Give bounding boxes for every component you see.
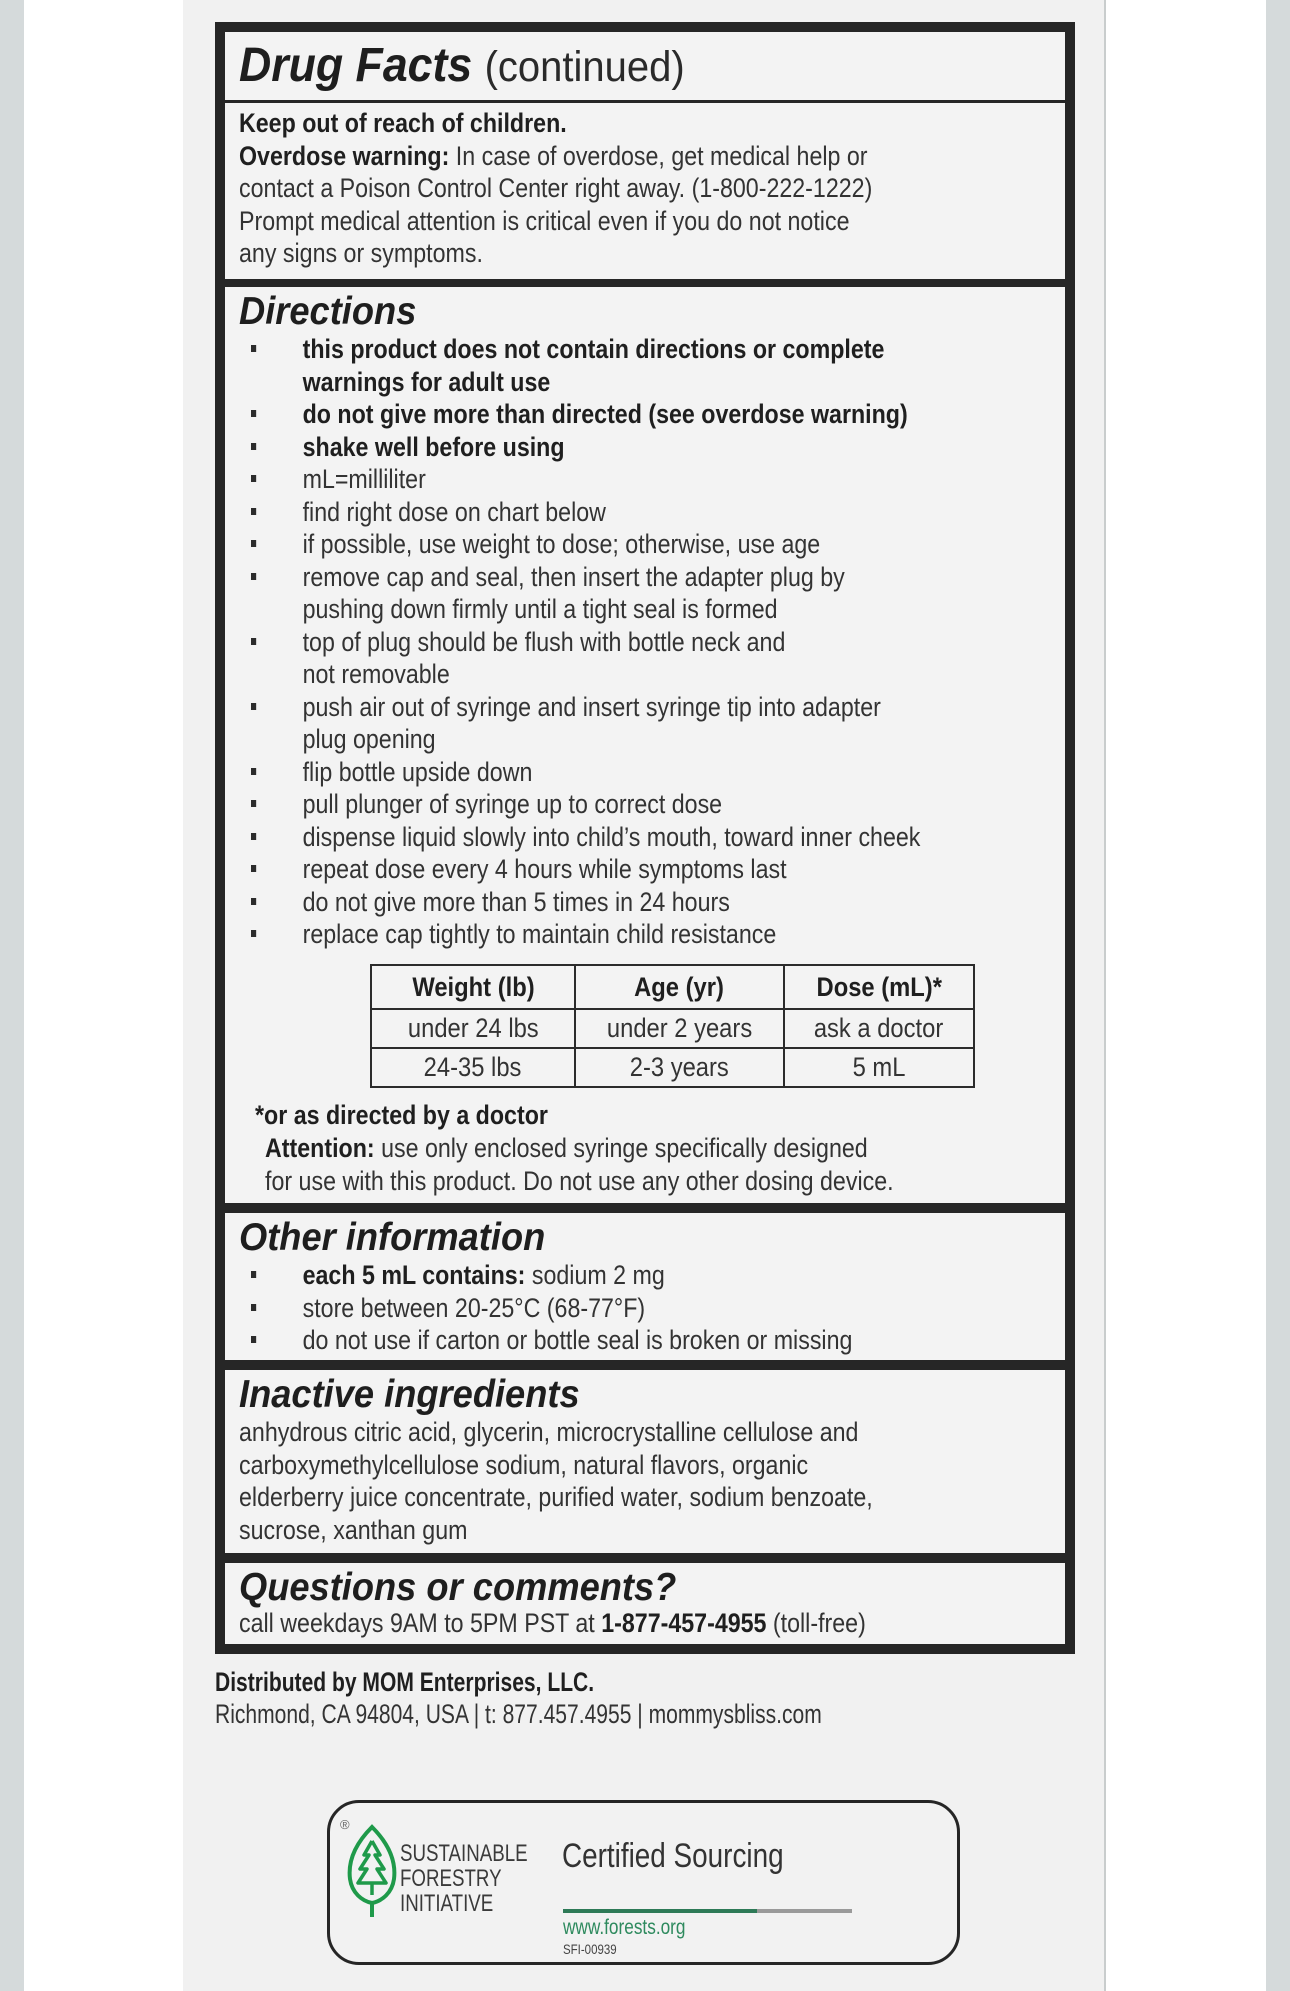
bullet-icon — [251, 833, 256, 840]
list-item — [251, 886, 920, 919]
title-bold: Drug Facts — [239, 39, 473, 92]
column-header-age — [575, 965, 784, 1009]
list-item — [251, 398, 920, 431]
bullet-icon — [251, 573, 256, 580]
item-text: sodium 2 mg — [525, 1260, 665, 1290]
right-margin-strip — [1266, 0, 1290, 1991]
item-line: warnings for adult use — [302, 366, 551, 397]
item-line: do not give more than 5 times in 24 hours — [302, 886, 730, 917]
ingredients-line: elderberry juice concentrate, purified water, sodium benzoate, — [239, 1482, 873, 1512]
cell-text: 24-35 lbs — [424, 1052, 522, 1082]
list-item — [251, 333, 920, 398]
list-item — [251, 1259, 852, 1292]
item-line: pull plunger of syringe up to correct dose — [302, 789, 723, 819]
overdose-label: Overdose warning: — [239, 140, 450, 171]
inactive-ingredients-section — [225, 1370, 1065, 1553]
overdose-warning — [239, 140, 872, 173]
attention-note — [265, 1132, 894, 1197]
drug-facts-box — [215, 22, 1075, 1654]
bullet-icon — [251, 508, 256, 515]
bullet-icon — [251, 865, 256, 872]
inactive-ingredients-heading: Inactive ingredients — [239, 1373, 580, 1416]
table-row — [371, 1048, 974, 1087]
list-item — [251, 431, 920, 464]
attention-label: Attention: — [265, 1133, 375, 1163]
questions-text-after: (toll-free) — [766, 1608, 866, 1638]
item-line: shake well before using — [302, 431, 565, 462]
header-text: Dose (mL)* — [816, 971, 942, 1002]
drug-facts-title-row — [225, 32, 1065, 100]
list-item — [251, 788, 920, 821]
ingredients-line: anhydrous citric acid, glycerin, microcrystalline cellulose and — [239, 1417, 859, 1447]
bullet-icon — [251, 475, 256, 482]
list-item — [251, 626, 920, 691]
item-line: plug opening — [302, 724, 436, 754]
title-suffix: (continued) — [484, 43, 685, 91]
table-cell — [784, 1048, 974, 1087]
org-line: INITIATIVE — [400, 1890, 494, 1917]
bullet-icon — [251, 410, 256, 417]
overdose-line: Prompt medical attention is critical even if you do not notice — [239, 205, 850, 236]
toll-free-phone: 1-877-457-4955 — [601, 1608, 767, 1638]
distributor-address: Richmond, CA 94804, USA | t: 877.457.4955 | mommysbliss.com — [215, 1699, 822, 1729]
item-line: do not give more than directed (see overdose warning) — [302, 399, 908, 429]
column-header-weight — [371, 965, 575, 1009]
table-cell — [371, 1009, 575, 1048]
other-information-section — [225, 1213, 1065, 1360]
list-item — [251, 918, 920, 951]
keep-out-warning: Keep out of reach of children. — [239, 108, 567, 138]
item-line: replace cap tightly to maintain child resistance — [302, 919, 777, 949]
bullet-icon — [251, 1304, 256, 1311]
attention-line: for use with this product. Do not use any other dosing device. — [265, 1165, 894, 1196]
bullet-icon — [251, 540, 256, 547]
questions-text — [239, 1607, 866, 1640]
list-item — [251, 463, 920, 496]
list-item — [251, 561, 920, 626]
dose-footnote: *or as directed by a doctor — [255, 1100, 548, 1130]
table-cell — [575, 1048, 784, 1087]
certification-divider — [563, 1909, 852, 1913]
certification-title: Certified Sourcing — [562, 1837, 784, 1875]
other-information-heading: Other information — [239, 1216, 546, 1259]
drug-facts-title — [239, 36, 685, 97]
list-item — [251, 496, 920, 529]
item-line: if possible, use weight to dose; otherwise, use age — [302, 529, 821, 559]
bullet-icon — [251, 768, 256, 775]
cell-text: under 24 lbs — [407, 1013, 539, 1043]
cell-text: 5 mL — [852, 1052, 906, 1082]
table-cell — [371, 1048, 575, 1087]
inactive-ingredients-text — [239, 1416, 873, 1546]
item-line: pushing down firmly until a tight seal is formed — [302, 594, 778, 624]
list-item — [251, 756, 920, 789]
org-line: FORESTRY — [400, 1865, 502, 1892]
header-text: Weight (lb) — [411, 971, 535, 1002]
list-item — [251, 1324, 852, 1357]
cell-text: ask a doctor — [814, 1013, 944, 1043]
registered-mark: ® — [340, 1817, 350, 1832]
bullet-icon — [251, 443, 256, 450]
overdose-line: any signs or symptoms. — [239, 238, 483, 268]
sfi-certification-badge — [327, 1800, 960, 1965]
leaf-tree-icon — [344, 1823, 400, 1919]
column-header-dose — [784, 965, 974, 1009]
item-line: remove cap and seal, then insert the adapter plug by — [302, 561, 845, 592]
table-cell — [784, 1009, 974, 1048]
distributor-name: Distributed by MOM Enterprises, LLC. — [215, 1667, 595, 1697]
bullet-icon — [251, 638, 256, 645]
bullet-icon — [251, 345, 256, 352]
questions-heading: Questions or comments? — [239, 1566, 677, 1609]
item-line: top of plug should be flush with bottle neck and — [302, 626, 786, 657]
item-line: mL=milliliter — [302, 464, 426, 494]
cell-text: under 2 years — [606, 1013, 753, 1043]
item-line: dispense liquid slowly into child’s mouth, toward inner cheek — [302, 821, 921, 852]
certification-divider-accent — [563, 1909, 757, 1913]
questions-text-before: call weekdays 9AM to 5PM PST at — [239, 1608, 602, 1638]
bullet-icon — [251, 930, 256, 937]
sfi-website-link[interactable]: www.forests.org — [563, 1916, 686, 1939]
table-cell — [575, 1009, 784, 1048]
overdose-line: In case of overdose, get medical help or — [449, 140, 868, 171]
item-line: not removable — [302, 659, 450, 689]
directions-section — [225, 287, 1065, 1203]
list-item — [251, 528, 920, 561]
warnings-section — [225, 103, 1065, 279]
left-margin-strip — [0, 0, 24, 1991]
item-text: store between 20-25°C (68-77°F) — [302, 1292, 646, 1323]
bullet-icon — [251, 1271, 256, 1278]
item-line: find right dose on chart below — [302, 496, 606, 527]
ingredients-line: sucrose, xanthan gum — [239, 1514, 468, 1545]
item-line: flip bottle upside down — [302, 756, 533, 787]
dosing-table — [370, 964, 975, 1088]
sfi-org-name — [400, 1841, 528, 1916]
warnings-text — [239, 107, 872, 270]
item-text: do not use if carton or bottle seal is broken or missing — [302, 1325, 853, 1355]
dosing-table-header-row — [371, 965, 974, 1009]
questions-section — [225, 1563, 1065, 1644]
list-item — [251, 691, 920, 756]
item-line: repeat dose every 4 hours while symptoms last — [302, 854, 787, 884]
bullet-icon — [251, 703, 256, 710]
bullet-icon — [251, 1336, 256, 1343]
sfi-code: SFI-00939 — [563, 1941, 617, 1957]
header-text: Age (yr) — [634, 971, 725, 1002]
directions-list — [251, 333, 920, 951]
list-item — [251, 853, 920, 886]
item-line: this product does not contain directions or complete — [302, 334, 885, 364]
list-item — [251, 821, 920, 854]
bullet-icon — [251, 800, 256, 807]
item-line: push air out of syringe and insert syringe tip into adapter — [302, 691, 881, 722]
item-bold-prefix: each 5 mL contains: — [302, 1260, 526, 1290]
ingredients-line: carboxymethylcellulose sodium, natural flavors, organic — [239, 1449, 809, 1480]
directions-heading: Directions — [239, 290, 417, 333]
list-item — [251, 1292, 852, 1325]
other-information-list — [251, 1259, 852, 1357]
bullet-icon — [251, 898, 256, 905]
org-line: SUSTAINABLE — [400, 1840, 528, 1867]
attention-line: use only enclosed syringe specifically designed — [374, 1133, 868, 1163]
overdose-line: contact a Poison Control Center right away. (1-800-222-1222) — [239, 173, 873, 203]
cell-text: 2-3 years — [629, 1052, 730, 1082]
table-row — [371, 1009, 974, 1048]
